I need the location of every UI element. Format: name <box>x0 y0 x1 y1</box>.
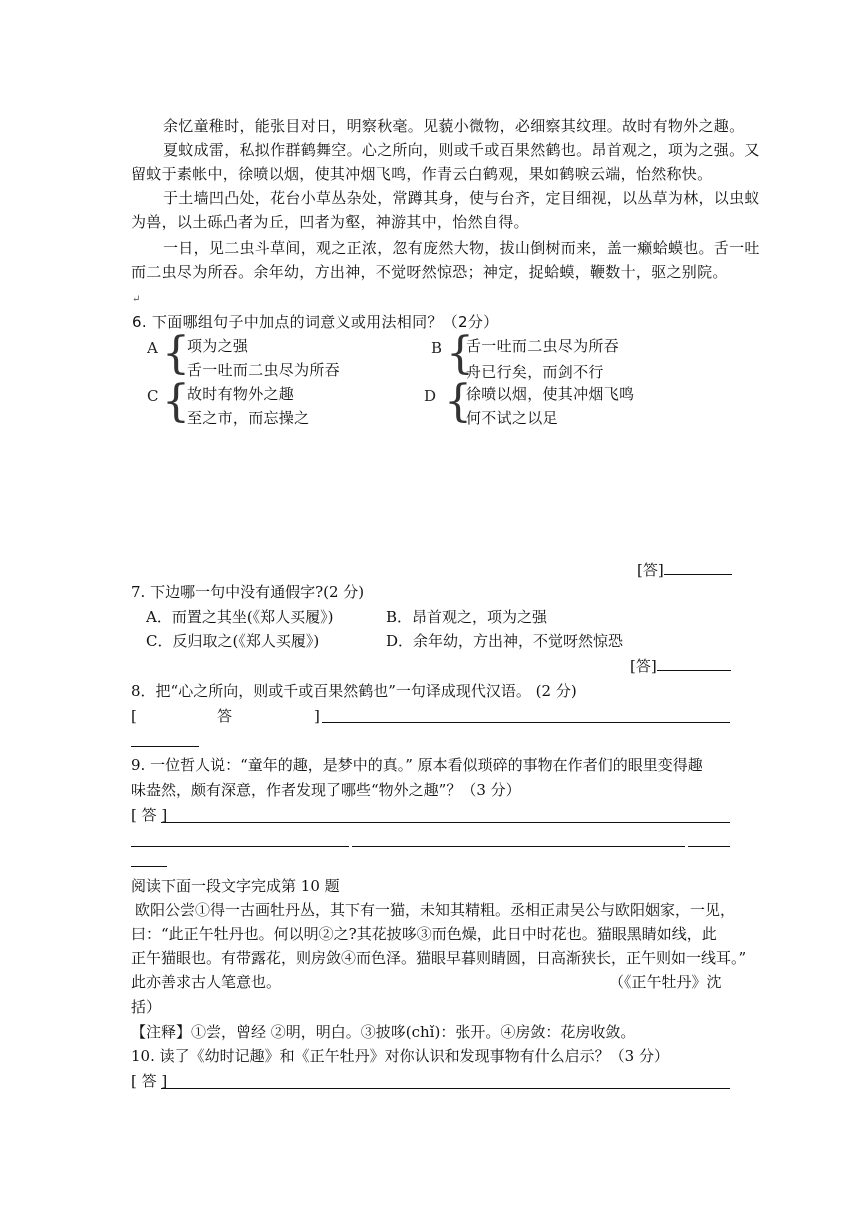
q10-answer-label: [ 答 ] <box>131 1072 168 1090</box>
passage-line-3: 留蚊于素帐中，徐喷以烟，使其冲烟飞鸣，作青云白鹤观，果如鹤唳云端，怡然称快。 <box>131 165 713 183</box>
q6-option-a-line-2: 舌一吐而二虫尽为所吞 <box>187 361 341 379</box>
reading-instruction: 阅读下面一段文字完成第 10 题 <box>131 877 340 895</box>
q7-option-b: B．昂首观之，项为之强 <box>386 608 548 626</box>
q6-answer-blank[interactable] <box>664 560 732 575</box>
q7-answer-blank[interactable] <box>657 656 731 671</box>
q6-option-d-letter: D <box>424 387 437 405</box>
q6-option-b-line-1: 舌一吐而二虫尽为所吞 <box>466 337 620 355</box>
passage-line-2: 夏蚊成雷，私拟作群鹤舞空。心之所向，则或千或百果然鹤也。昂首观之，项为之强。又 <box>163 141 760 159</box>
q6-option-c-line-1: 故时有物外之趣 <box>187 385 295 403</box>
q6-option-a-brace: { <box>162 328 190 379</box>
q9-answer-label: [ 答 ] <box>131 806 168 824</box>
q10-prompt: 10. 读了《幼时记趣》和《正午牡丹》对你认识和发现事物有什么启示？（3 分） <box>131 1047 669 1065</box>
reading-line-2: 曰：“此正午牡丹也。何以明②之?其花披哆③而色燥，此日中时花也。猫眼黑睛如线，此 <box>131 925 717 943</box>
q7-prompt: 7. 下边哪一句中没有通假字?(2 分) <box>131 583 365 601</box>
q8-answer-bracket-close: ] <box>314 707 320 725</box>
passage-line-4: 于土墙凹凸处，花台小草丛杂处，常蹲其身，使与台齐，定目细视，以丛草为林，以虫蚁 <box>163 189 760 207</box>
q6-option-a-letter: A <box>147 339 158 357</box>
q6-option-d-line-2: 何不试之以足 <box>466 409 558 427</box>
q9-answer-line-1[interactable] <box>161 822 730 823</box>
q6-prompt: 6. 下面哪组句子中加点的词意义或用法相同？（2分） <box>132 313 499 331</box>
reading-source-cont: 括） <box>131 998 162 1016</box>
q6-option-b-brace: { <box>446 328 474 379</box>
q7-answer-label: [答] <box>630 656 731 676</box>
q9-prompt-line-2: 味盎然，颇有深意，作者发现了哪些“物外之趣”？（3 分） <box>131 781 521 799</box>
q8-answer-bracket-open: [ <box>131 707 137 725</box>
q7-option-d: D．余年幼，方出神，不觉呀然惊恐 <box>386 632 624 650</box>
passage-line-1: 余忆童稚时，能张目对日，明察秋毫。见藐小微物，必细察其纹理。故时有物外之趣。 <box>163 117 745 135</box>
q9-answer-line-2b[interactable] <box>352 846 685 847</box>
q6-option-c-letter: C <box>147 387 159 405</box>
q7-option-c: C．反归取之(《郑人买履》) <box>146 632 320 650</box>
reading-line-3: 正午猫眼也。有带露花，则房敛④而色泽。猫眼早暮则睛圆，日高渐狭长，正午则如一线耳。” <box>131 949 747 967</box>
q9-answer-line-2c[interactable] <box>688 846 730 847</box>
q8-answer-line-1[interactable] <box>322 722 730 723</box>
q6-answer-label: [答] <box>637 560 732 580</box>
reading-source: （《正午牡丹》沈 <box>609 973 722 991</box>
q8-prompt: 8．把“心之所向，则或千或百果然鹤也”一句译成现代汉语。 (2 分) <box>131 682 577 700</box>
q7-option-a: A．而置之其坐(《郑人买履》) <box>146 608 334 626</box>
q6-option-a-line-1: 项为之强 <box>187 337 249 355</box>
q8-answer-line-2[interactable] <box>131 746 199 747</box>
q6-option-d-brace: { <box>444 376 472 427</box>
passage-line-7: 而二虫尽为所吞。余年幼，方出神，不觉呀然惊恐；神定，捉蛤蟆，鞭数十，驱之别院。 <box>131 263 728 281</box>
passage-line-6: 一日，见二虫斗草间，观之正浓，忽有庞然大物，拔山倒树而来，盖一癞蛤蟆也。舌一吐 <box>163 239 760 257</box>
passage-line-5: 为兽，以土砾凸者为丘，凹者为壑，神游其中，怡然自得。 <box>131 213 529 231</box>
q9-prompt-line-1: 9. 一位哲人说：“童年的趣，是梦中的真。” 原本看似琐碎的事物在作者们的眼里变得趣 <box>131 756 703 774</box>
q6-option-d-line-1: 徐喷以烟，使其冲烟飞鸣 <box>466 385 635 403</box>
q6-option-c-brace: { <box>162 376 190 427</box>
q8-answer-word: 答 <box>217 707 233 725</box>
q6-option-c-line-2: 至之市，而忘操之 <box>187 409 310 427</box>
reading-line-1: 欧阳公尝①得一古画牡丹丛，其下有一猫，未知其精粗。丞相正肃吴公与欧阳姻家，一见， <box>135 901 736 919</box>
reading-notes: 【注释】①尝，曾经 ②明，明白。③披哆(chǐ)：张开。④房敛：花房收敛。 <box>131 1023 636 1041</box>
q6-option-b-line-2: 舟已行矣，而剑不行 <box>466 363 604 381</box>
q6-option-b-letter: B <box>431 339 443 357</box>
q9-answer-line-3[interactable] <box>131 866 167 867</box>
paragraph-mark: ↵ <box>132 294 141 305</box>
q9-answer-line-2a[interactable] <box>131 846 349 847</box>
q10-answer-line[interactable] <box>161 1088 730 1089</box>
reading-line-4: 此亦善求古人笔意也。 <box>131 973 282 991</box>
